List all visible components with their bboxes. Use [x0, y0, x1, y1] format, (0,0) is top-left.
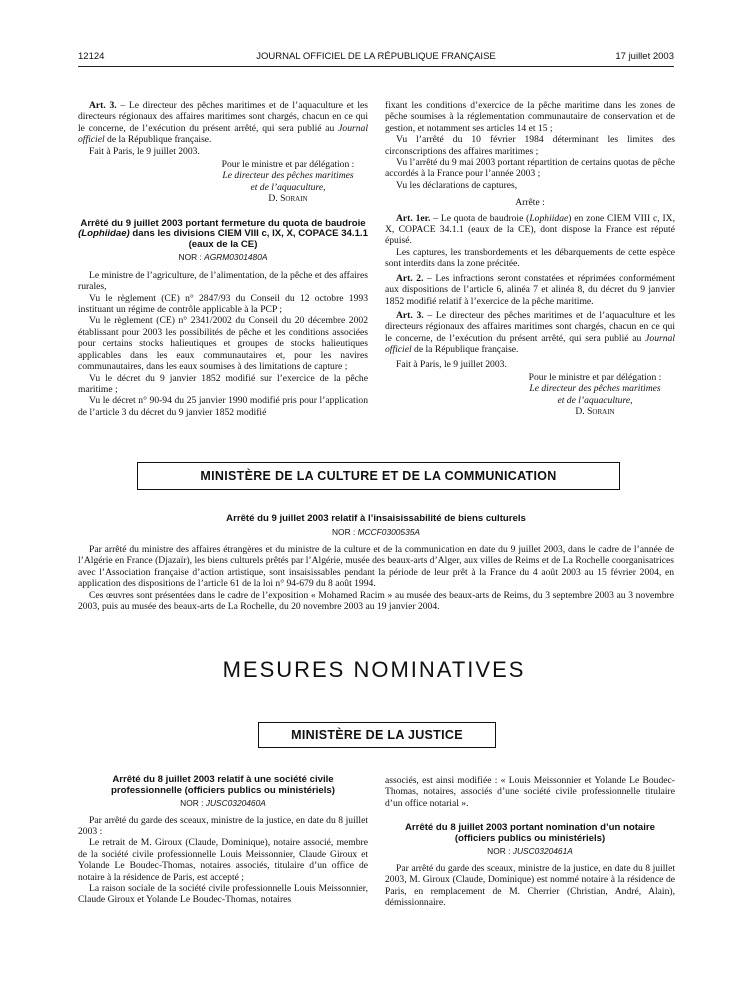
article-1-para-2: Les captures, les transbordements et les débarquements de cette espèce sont interdits dans la zone précitée.: [385, 246, 675, 270]
justice-arrete-1-title: Arrêté du 8 juillet 2003 relatif à une société civile professionnelle (officiers publics ou ministériels): [111, 774, 335, 796]
justice-paragraph: associés, est ainsi modifiée : « Louis Meissonnier et Yolande Le Boudec-Thomas, notaires, associés d’une société civile professionnelle titulaire d’un office notarial ».: [385, 775, 675, 809]
justice-arrete-2-title: Arrêté du 8 juillet 2003 portant nomination d’un notaire (officiers publics ou ministériels): [405, 822, 655, 844]
page-header: [78, 51, 674, 65]
journal-title: JOURNAL OFFICIEL DE LA RÉPUBLIQUE FRANÇAISE: [256, 51, 496, 62]
fait-paris: Fait à Paris, le 9 juillet 2003.: [396, 358, 507, 370]
article-3-prev: Art. 3. – Le directeur des pêches maritimes et de l’aquaculture et les directeurs régionaux des affaires maritimes sont chargés, chacun en ce qui le concerne, de l’exécution du présent arrêté, qui sera publié au Journal officiel de la République française.: [78, 100, 369, 146]
culture-arrete-title: Arrêté du 9 juillet 2003 relatif à l’insaisissabilité de biens culturels: [226, 513, 526, 524]
justice-right-column: [385, 775, 675, 908]
nor-reference: NOR : MCCF0300535A: [332, 526, 420, 537]
nor-reference: NOR : JUSC0320460A: [180, 798, 266, 809]
signature-block: Pour le ministre et par délégation : Le directeur des pêches maritimes et de l’aquaculture, D. Sorain: [528, 371, 662, 418]
culture-paragraph: Par arrêté du ministre des affaires étrangères et du ministre de la culture et de la communication en date du 9 juillet 2003, dans le cadre de l’année de l’Algérie en France (Djazaïr), les biens culturels prêtés par l’Algérie, musée des beaux-arts d’Alger, aux villes de Reims et de La Rochelle coorganisatrices avec l’Association française d’action artistique, sont insaisissables pendant la période de leur prêt à la France du 4 août 2003 au 15 février 2004, en application des dispositions de l’article 61 de la loi n° 94-679 du 8 août 1994.: [78, 544, 674, 590]
arrete-baudroie-title: Arrêté du 9 juillet 2003 portant fermeture du quota de baudroie (Lophiidae) dans les divisions CIEM VIII c, IX, X, COPACE 34.1.1 (eaux de la CE): [78, 217, 368, 250]
arrete-keyword: Arrête :: [515, 197, 545, 209]
visa-paragraph: Vu le règlement (CE) n° 2847/93 du Conseil du 12 octobre 1993 instituant un régime de contrôle applicable à la PCP ;: [78, 292, 368, 316]
mesures-nominatives-title: MESURES NOMINATIVES: [222, 657, 526, 682]
visa-paragraph: Vu les déclarations de captures,: [396, 179, 518, 191]
issue-date: 17 juillet 2003: [615, 51, 674, 62]
visa-paragraph: Vu le décret du 9 janvier 1852 modifié sur l’exercice de la pêche maritime ;: [78, 372, 368, 395]
header-rule: [78, 66, 674, 67]
justice-paragraph: Par arrêté du garde des sceaux, ministre de la justice, en date du 8 juillet 2003, M. Giroux (Claude, Dominique) est nommé notaire à la résidence de Paris, en remplacement de M. Cherrier (Christian, André, Alain), démissionnaire.: [385, 862, 675, 909]
visa-paragraph: Le ministre de l’agriculture, de l’alimentation, de la pêche et des affaires rurales,: [78, 269, 368, 293]
article-3: Art. 3. – Le directeur des pêches maritimes et de l’aquaculture et les directeurs régionaux des affaires maritimes sont chargés, chacun en ce qui le concerne, de l’exécution du présent arrêté, qui sera publié au Journal officiel de la République française.: [385, 309, 676, 356]
nor-reference: NOR : AGRM0301480A: [178, 252, 268, 263]
visa-paragraph: Vu l’arrêté du 10 février 1984 déterminant les limites des circonscriptions des affaires maritimes ;: [385, 134, 675, 157]
article-1: Art. 1er. – Le quota de baudroie (Lophiidae) en zone CIEM VIII c, IX, X, COPACE 34.1.1 (eaux de la CE), dont dispose la France est réputé épuisé.: [385, 212, 675, 247]
ministere-justice-heading: MINISTÈRE DE LA JUSTICE: [258, 722, 496, 748]
fait-paris: Fait à Paris, le 9 juillet 2003.: [89, 145, 200, 157]
visa-paragraph: Vu le règlement (CE) n° 2341/2002 du Conseil du 20 décembre 2002 établissant pour 2003 les possibilités de pêche et les conditions associées pour certains stocks halieutiques et groupes de stocks halieutiques applicables dans les eaux communautaires et, pour les navires communautaires, dans les eaux soumises à des limitations de capture ;: [78, 315, 368, 373]
visa-paragraph: Vu le décret n° 90-94 du 25 janvier 1990 modifié pris pour l’application de l’article 3 du décret du 9 janvier 1852 modifié: [78, 395, 368, 418]
article-2: Art. 2. – Les infractions seront constatées et réprimées conformément aux dispositions de l’article 6, alinéa 7 et alinéa 8, du décret du 9 janvier 1852 modifié relatif à l’exercice de la pêche maritime.: [385, 272, 676, 307]
visa-paragraph: fixant les conditions d’exercice de la pêche maritime dans les zones de pêche soumises à la réglementation communautaire de conservation et de gestion, et notamment ses articles 14 et 15 ;: [385, 100, 675, 134]
culture-section: [78, 514, 674, 612]
signature-block: Pour le ministre et par délégation : Le directeur des pêches maritimes et de l’aquaculture, D. Sorain: [221, 159, 355, 205]
right-column-top: [385, 100, 675, 418]
justice-left-column: [78, 775, 368, 906]
ministere-culture-heading: MINISTÈRE DE LA CULTURE ET DE LA COMMUNICATION: [137, 462, 620, 490]
left-column-top: [78, 100, 368, 418]
nor-reference: NOR : JUSC0320461A: [487, 846, 573, 857]
visa-paragraph: Vu l’arrêté du 9 mai 2003 portant répartition de certains quotas de pêche accordés à la France pour l’année 2003 ;: [385, 157, 675, 180]
justice-paragraph: Par arrêté du garde des sceaux, ministre de la justice, en date du 8 juillet 2003 :: [78, 814, 368, 837]
culture-paragraph: Ces œuvres sont présentées dans le cadre de l’exposition « Mohamed Racim » au musée des beaux-arts de Reims, du 3 septembre 2003 au 3 novembre 2003, puis au musée des beaux-arts de La Rochelle, du 20 novembre 2003 au 19 janvier 2004.: [78, 589, 674, 613]
justice-paragraph: Le retrait de M. Giroux (Claude, Dominique), notaire associé, membre de la société civile professionnelle Louis Meissonnier, Claude Giroux et Yolande Le Boudec-Thomas, notaires associés, titulaire d’un office de notaire à la résidence de Paris, est accepté ;: [78, 837, 368, 883]
justice-paragraph: La raison sociale de la société civile professionnelle Louis Meissonnier, Claude Giroux et Yolande Le Boudec-Thomas, notaires: [78, 883, 368, 906]
page-number: 12124: [78, 51, 105, 62]
culture-body: [78, 544, 674, 612]
